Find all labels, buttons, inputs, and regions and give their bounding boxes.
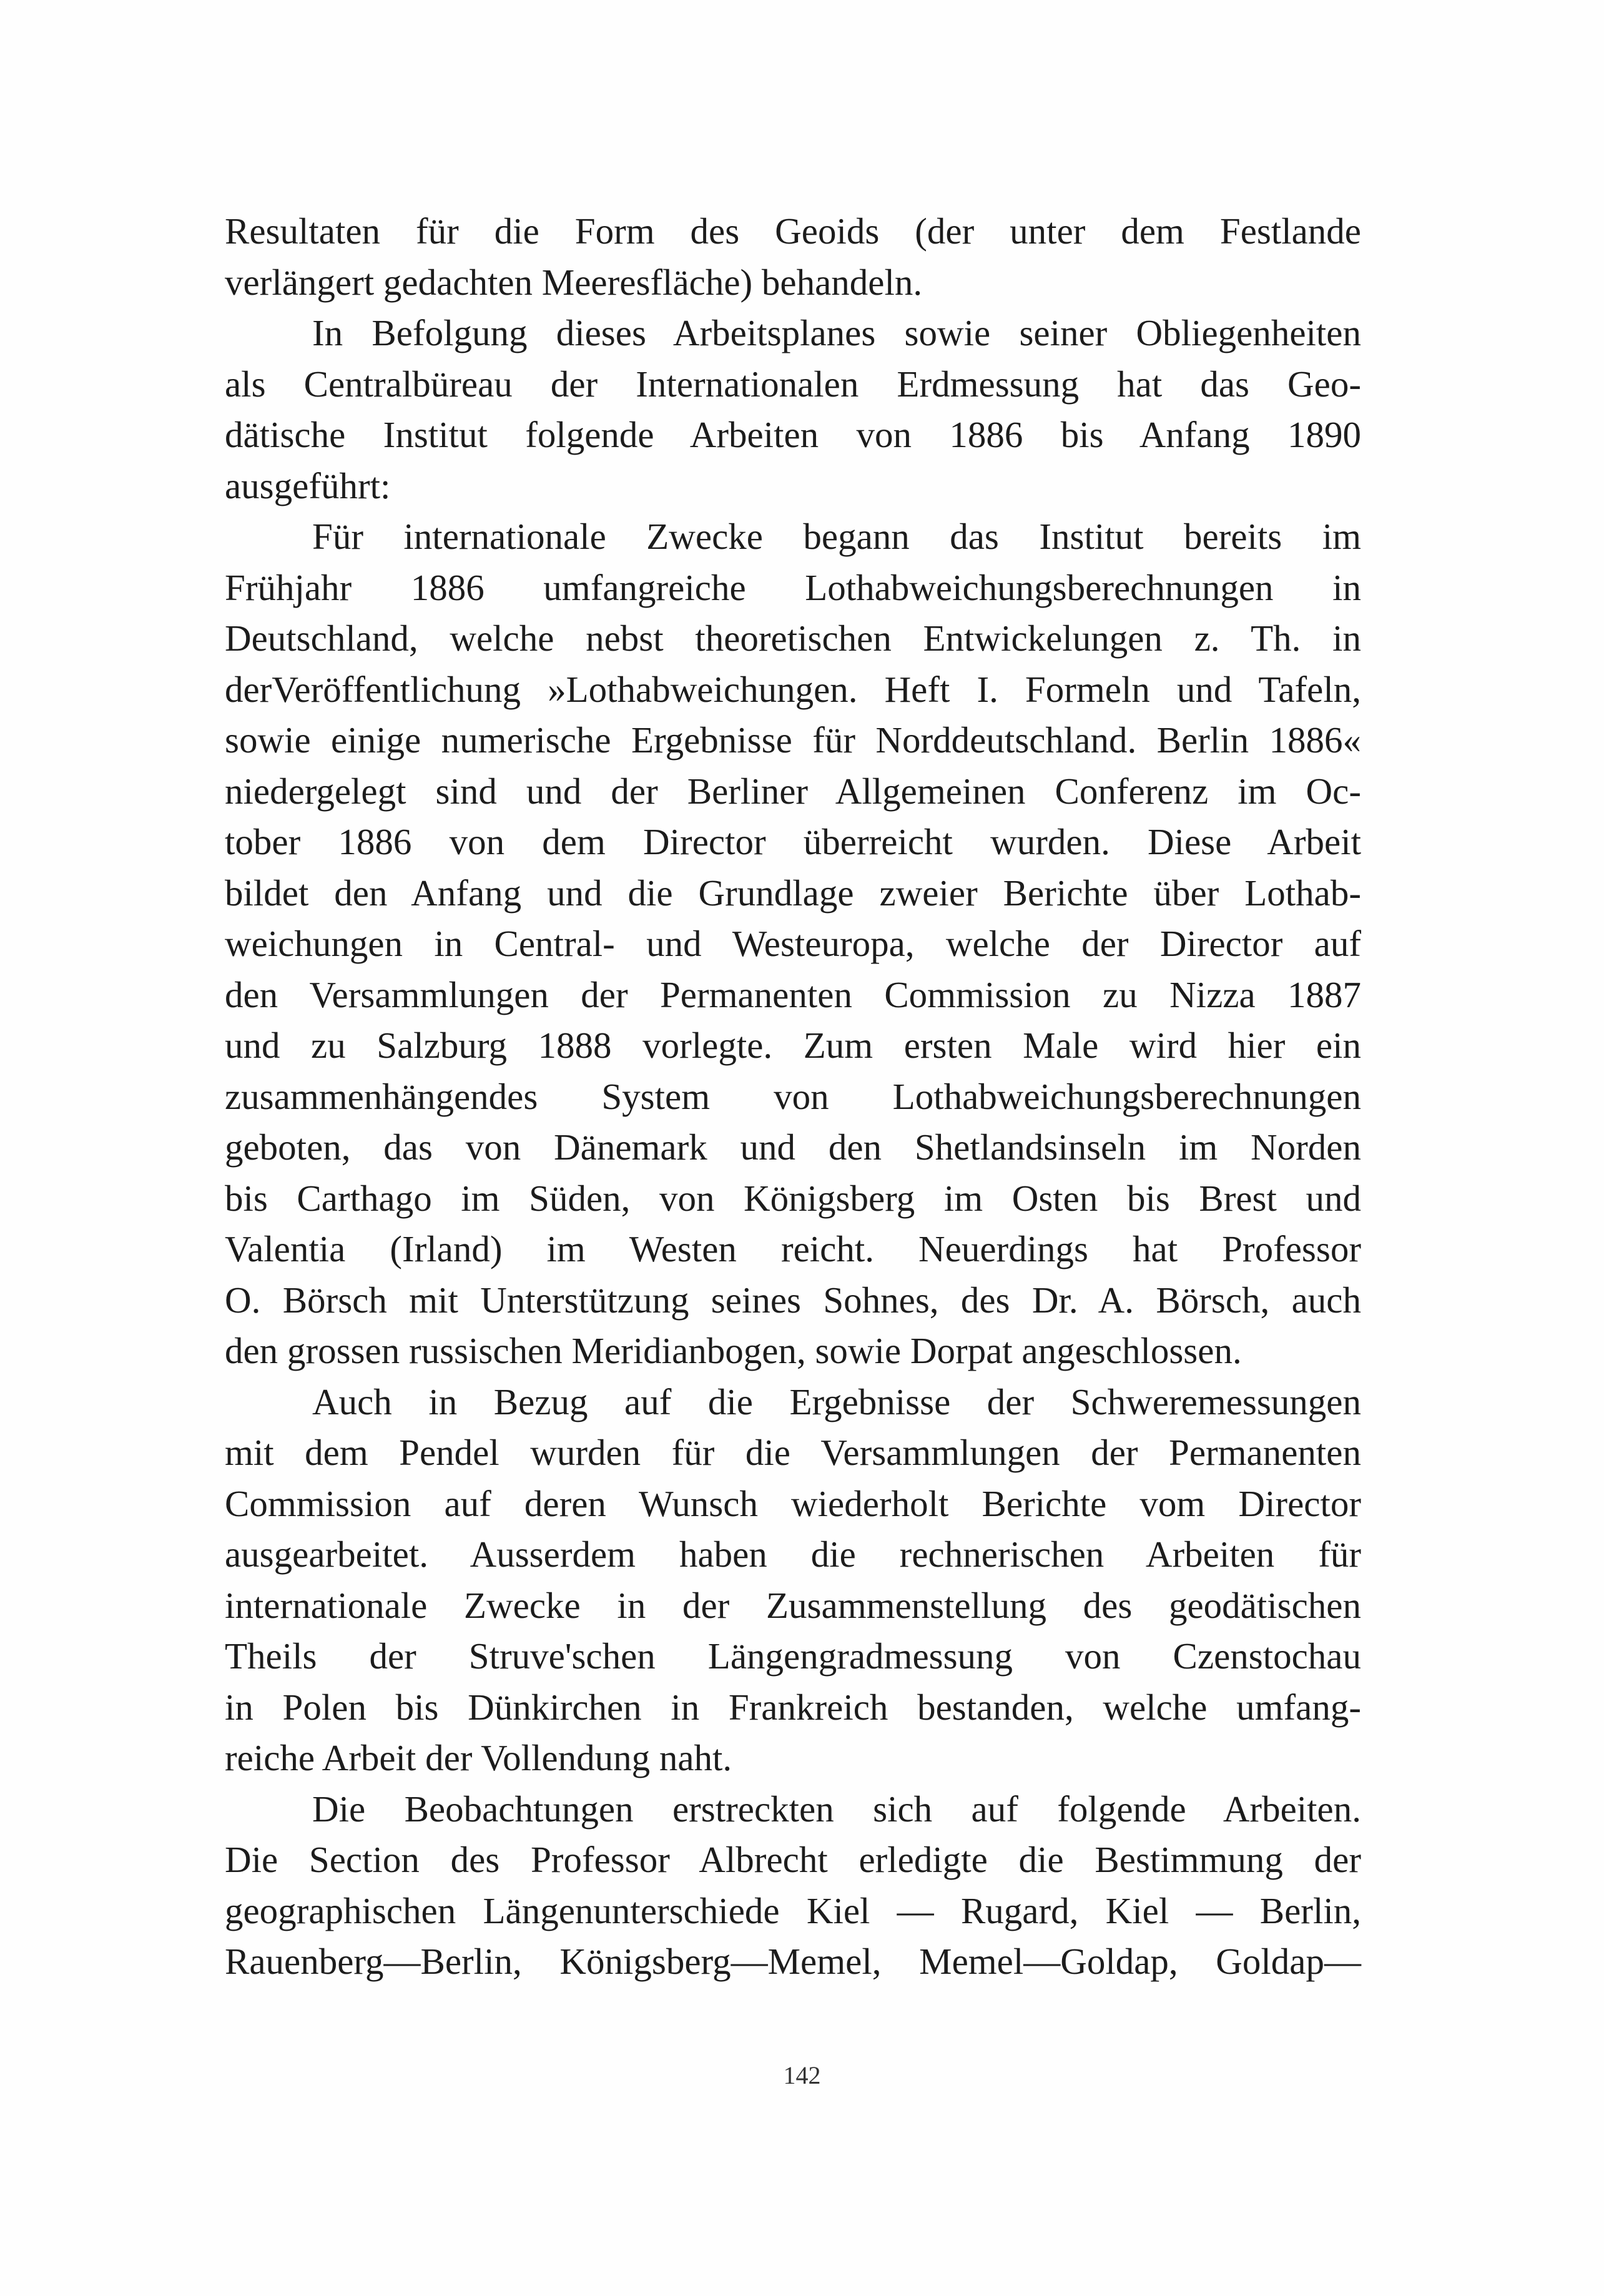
text-line: tober 1886 von dem Director überreicht wurden. Diese Arbeit [225,821,1361,862]
text-line: den Versammlungen der Permanenten Commission zu Nizza 1887 [225,973,1361,1015]
text-line: In Befolgung dieses Arbeitsplanes sowie seiner Obliegenheiten [312,312,1361,353]
text-line: in Polen bis Dünkirchen in Frankreich bestanden, welche umfang- [225,1686,1361,1728]
text-line: zusammenhängendes System von Lothabweichungsberechnungen [225,1075,1361,1117]
body-text [225,206,1361,1988]
text-line: verlängert gedachten Meeresfläche) behandeln. [225,261,923,303]
text-line: ausgearbeitet. Ausserdem haben die rechnerischen Arbeiten für [225,1534,1361,1575]
page-number: 142 [783,2061,821,2089]
text-line: bildet den Anfang und die Grundlage zweier Berichte über Lothab- [225,872,1361,914]
text-line: als Centralbüreau der Internationalen Erdmessung hat das Geo- [225,363,1361,405]
text-line: mit dem Pendel wurden für die Versammlungen der Permanenten [225,1432,1361,1473]
text-line: Deutschland, welche nebst theoretischen Entwickelungen z. Th. in [225,618,1361,659]
text-line: geboten, das von Dänemark und den Shetlandsinseln im Norden [225,1126,1361,1168]
text-line: ausgeführt: [225,465,391,506]
text-line: Für internationale Zwecke begann das Institut bereits im [312,516,1361,557]
text-line: Frühjahr 1886 umfangreiche Lothabweichungsberechnungen in [225,566,1361,608]
text-line: Die Beobachtungen erstreckten sich auf folgende Arbeiten. [312,1788,1361,1830]
text-line: dätische Institut folgende Arbeiten von 1886 bis Anfang 1890 [225,414,1361,455]
text-line: O. Börsch mit Unterstützung seines Sohnes, des Dr. A. Börsch, auch [225,1279,1361,1321]
text-line: Commission auf deren Wunsch wiederholt Berichte vom Director [225,1482,1361,1524]
text-line: Resultaten für die Form des Geoids (der unter dem Festlande [225,210,1361,252]
text-line: Auch in Bezug auf die Ergebnisse der Schweremessungen [312,1381,1361,1422]
text-line: weichungen in Central- und Westeuropa, welche der Director auf [225,923,1361,964]
text-line: Die Section des Professor Albrecht erledigte die Bestimmung der [225,1839,1361,1880]
paragraph-2 [225,308,1361,511]
text-line: den grossen russischen Meridianbogen, sowie Dorpat angeschlossen. [225,1330,1242,1371]
paragraph-3 [225,511,1361,1377]
text-line: Rauenberg—Berlin, Königsberg—Memel, Memel—Goldap, Goldap— [225,1941,1361,1982]
paragraph-4 [225,1377,1361,1784]
text-line: derVeröffentlichung »Lothabweichungen. Heft I. Formeln und Tafeln, [225,668,1361,710]
text-line: sowie einige numerische Ergebnisse für Norddeutschland. Berlin 1886« [225,719,1361,761]
text-line: geographischen Längenunterschiede Kiel — Rugard, Kiel — Berlin, [225,1890,1361,1931]
paragraph-1 [225,206,1361,308]
text-line: niedergelegt sind und der Berliner Allgemeinen Conferenz im Oc- [225,770,1361,812]
text-line: internationale Zwecke in der Zusammenstellung des geodätischen [225,1584,1361,1626]
text-line: Valentia (Irland) im Westen reicht. Neuerdings hat Professor [225,1228,1361,1269]
text-line: Theils der Struve'schen Längengradmessung von Czenstochau [225,1635,1361,1677]
text-line: reiche Arbeit der Vollendung naht. [225,1737,732,1778]
text-line: bis Carthago im Süden, von Königsberg im Osten bis Brest und [225,1177,1361,1219]
paragraph-5 [225,1784,1361,1988]
text-line: und zu Salzburg 1888 vorlegte. Zum ersten Male wird hier ein [225,1025,1361,1066]
